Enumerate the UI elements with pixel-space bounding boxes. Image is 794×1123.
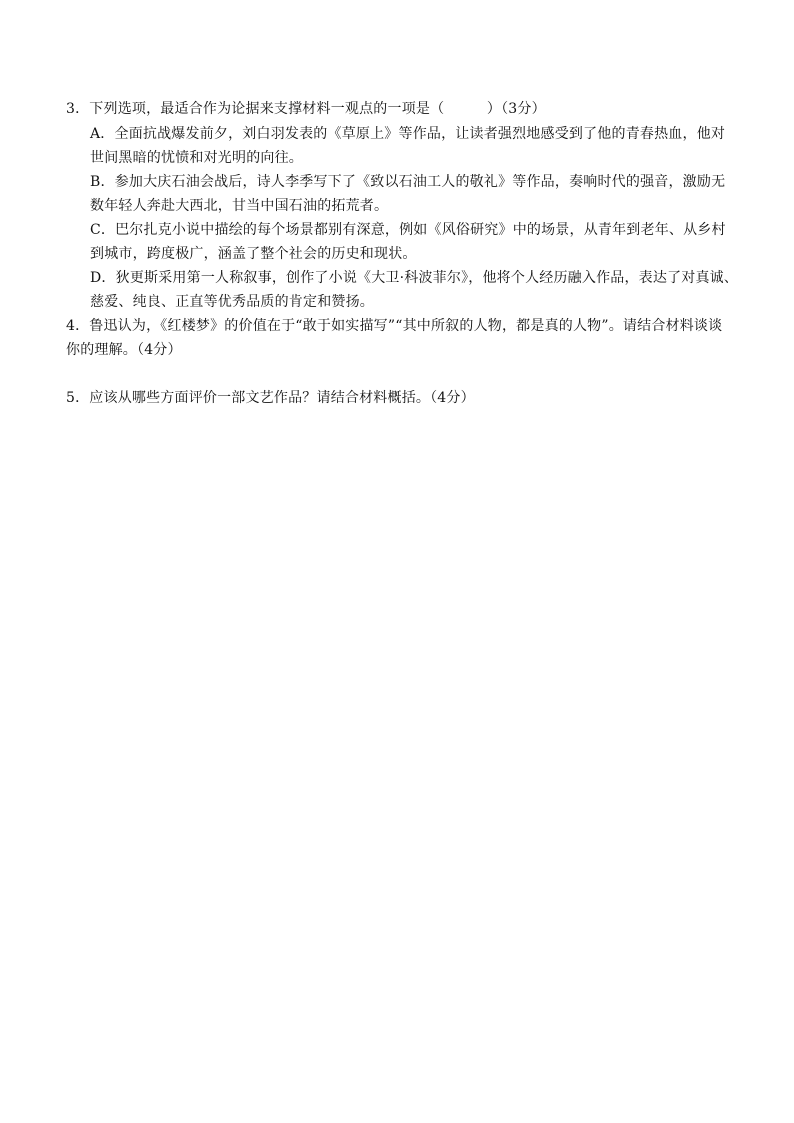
question-3-option-a-cont: 世间黑暗的忧愤和对光明的向往。 <box>90 150 303 166</box>
question-3-option-a: A．全面抗战爆发前夕，刘白羽发表的《草原上》等作品，让读者强烈地感受到了他的青春热血，他对 <box>90 126 726 142</box>
question-3-stem: 3．下列选项，最适合作为论据来支撑材料一观点的一项是（ ）（3分） <box>66 101 546 117</box>
question-4-stem-cont: 你的理解。（4分） <box>66 342 182 358</box>
question-3-option-c-cont: 到城市，跨度极广，涵盖了整个社会的历史和现状。 <box>90 246 417 262</box>
question-3-option-d-cont: 慈爱、纯良、正直等优秀品质的肯定和赞扬。 <box>90 294 374 310</box>
question-3-option-c: C．巴尔扎克小说中描绘的每个场景都别有深意，例如《风俗研究》中的场景，从青年到老年、从乡村 <box>90 222 726 238</box>
question-3-option-d: D．狄更斯采用第一人称叙事，创作了小说《大卫·科波菲尔》，他将个人经历融入作品，表达了对真诚、 <box>90 270 739 286</box>
question-4-stem: 4．鲁迅认为，《红楼梦》的价值在于“敢于如实描写”“其中所叙的人物，都是真的人物”。请结合材料谈谈 <box>66 318 723 334</box>
question-3-option-b-cont: 数年轻人奔赴大西北，甘当中国石油的拓荒者。 <box>90 198 389 214</box>
question-3-option-b: B．参加大庆石油会战后，诗人李季写下了《致以石油工人的敬礼》等作品，奏响时代的强音，激励无 <box>90 174 726 190</box>
question-5-stem: 5．应该从哪些方面评价一部文艺作品？请结合材料概括。（4分） <box>66 390 475 406</box>
